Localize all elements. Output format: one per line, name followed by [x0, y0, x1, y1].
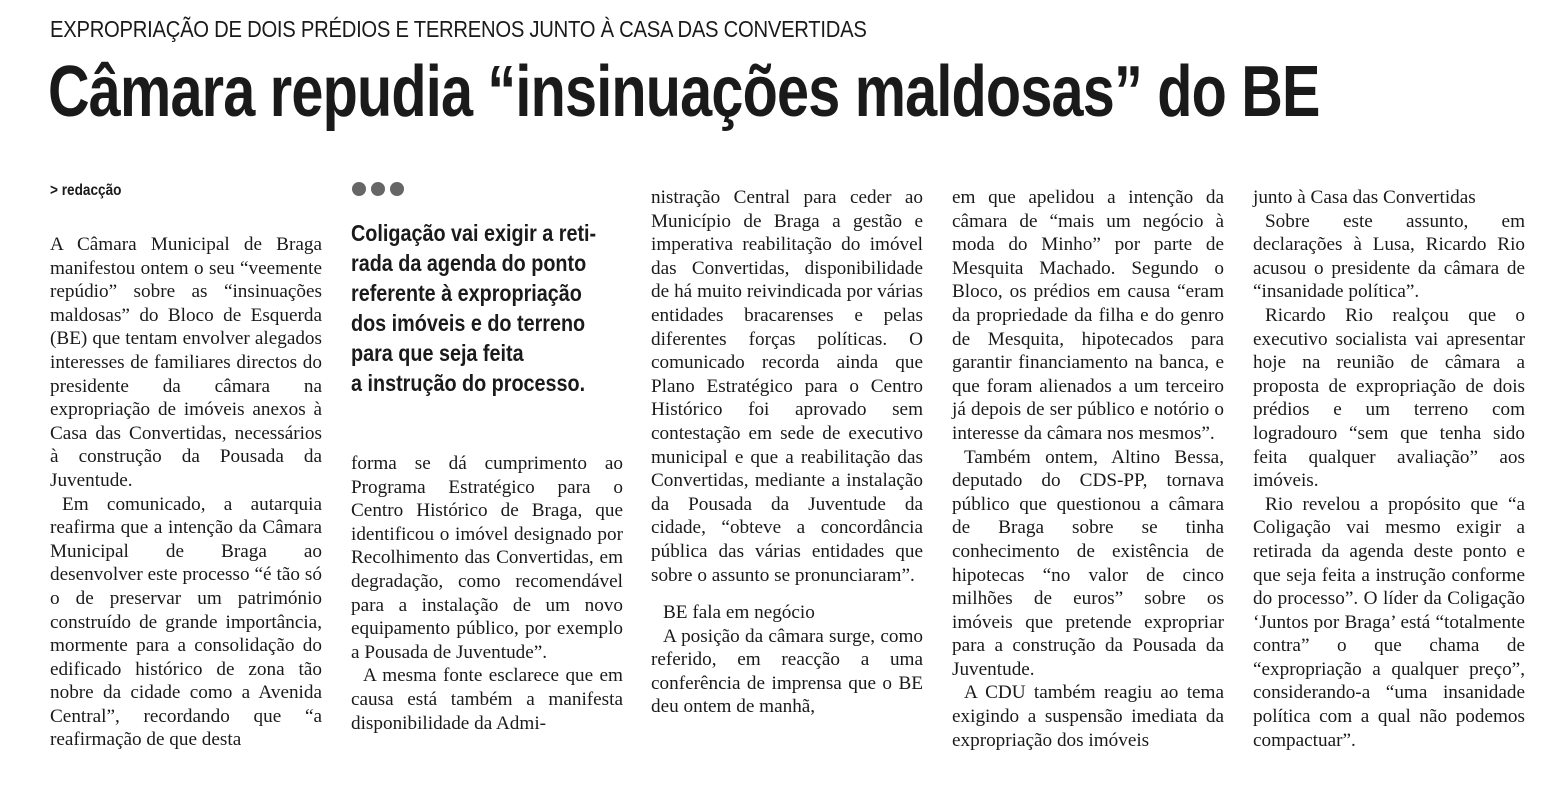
- dot-3: [390, 182, 404, 196]
- pullquote-dots-icon: [352, 182, 404, 196]
- body-paragraph: A CDU também reagiu ao tema exigindo a suspensão imediata da expropriação dos imóveis: [952, 682, 1224, 751]
- body-paragraph: em que apelidou a intenção da câmara de “mais um negócio à moda do Minho” por parte de Mesquita Machado. Segundo o Bloco, os prédios em causa “eram da propriedade da filha e do genro de Mesquita, hipotecados para garantir financiamento na banca, e que foram alienados a um terceiro já depois de ser público e notório o interesse da câmara nos mesmos”.: [952, 187, 1224, 444]
- article-byline: > redacção: [50, 182, 122, 199]
- pullquote-line: Coligação vai exigir a reti-: [351, 220, 597, 246]
- body-paragraph: Também ontem, Altino Bessa, deputado do CDS-PP, tornava público que questionou a câmara de Braga sobre se tinha conhecimento de existência de hipotecas “no valor de cinco milhões de euros” sobre os imóveis que pretende expropriar para a construção da Pousada da Juventude.: [952, 446, 1224, 680]
- body-paragraph: A posição da câmara surge, como referido, em reacção a uma conferência de imprensa que o BE deu ontem de manhã,: [651, 625, 923, 718]
- body-paragraph: Em comunicado, a autarquia reafirma que a intenção da Câmara Municipal de Braga ao desenvolver este processo “é tão só o de preservar um património construído de grande importância, mormente para a consolidação do edificado histórico de zona tão nobre da cidade como a Avenida Central”, recordando que “a reafirmação de que desta: [50, 493, 322, 751]
- body-paragraph: nistração Central para ceder ao Município de Braga a gestão e imperativa reabilitação do imóvel das Convertidas, disponibilidade de há muito reivindicada por várias entidades bracarenses e pelas diferentes forças políticas. O comunicado recorda ainda que Plano Estratégico para o Centro Histórico foi aprovado sem contestação em sede de executivo municipal e que a reabilitação das Convertidas, mediante a instalação da Pousada da Juventude da cidade, “obteve a concordância pública das várias entidades que sobre o assunto se pronunciaram”.: [651, 187, 923, 586]
- body-paragraph: A mesma fonte esclarece que em causa está também a manifesta disponibilidade da Admi-: [351, 665, 623, 734]
- body-paragraph: junto à Casa das Convertidas: [1253, 187, 1476, 208]
- text-column-4: [952, 186, 1224, 752]
- body-paragraph: Sobre este assunto, em declarações à Lusa, Ricardo Rio acusou o presidente da câmara de “insanidade política”.: [1253, 210, 1525, 303]
- dot-2: [371, 182, 385, 196]
- pullquote-line: referente à expropriação: [351, 280, 582, 306]
- body-paragraph: forma se dá cumprimento ao Programa Estratégico para o Centro Histórico de Braga, que identificou o imóvel designado por Recolhimento das Convertidas, em degradação, como recomendável para a instalação de um novo equipamento público, por exemplo a Pousada de Juventude”.: [351, 453, 623, 663]
- text-column-1: [50, 233, 322, 752]
- dot-1: [352, 182, 366, 196]
- pullquote-line: para que seja feita: [351, 340, 524, 366]
- pullquote-line: dos imóveis e do terreno: [351, 310, 586, 336]
- text-column-2: [351, 452, 623, 735]
- text-column-5: [1253, 186, 1525, 752]
- body-paragraph: Rio revelou a propósito que “a Coligação vai mesmo exigir a retirada da agenda deste ponto e que seja feita a instrução conforme do processo”. O líder da Coligação ‘Juntos por Braga’ está “totalmente contra” o que chama de “expropriação a qualquer preço”, considerando-a “uma insanidade política com a qual não podemos compactuar”.: [1253, 493, 1525, 751]
- pullquote-line: a instrução do processo.: [351, 370, 586, 396]
- body-paragraph: A Câmara Municipal de Braga manifestou ontem o seu “veemente repúdio” sobre as “insinuações maldosas” do Bloco de Esquerda (BE) que tentam envolver alegados interesses de familiares directos do presidente da câmara na expropriação de imóveis anexos à Casa das Convertidas, necessários à construção da Pousada da Juventude.: [50, 234, 322, 491]
- article-headline: Câmara repudia “insinuações maldosas” do BE: [48, 52, 1320, 132]
- article-kicker: EXPROPRIAÇÃO DE DOIS PRÉDIOS E TERRENOS JUNTO À CASA DAS CONVERTIDAS: [50, 16, 867, 42]
- pullquote-line: rada da agenda do ponto: [351, 250, 587, 276]
- body-paragraph: Ricardo Rio realçou que o executivo socialista vai apresentar hoje na reunião de câmara a proposta de expropriação de dois prédios e um terreno com logradouro “sem que tenha sido feita qualquer avaliação” aos imóveis.: [1253, 304, 1525, 492]
- section-subheading: BE fala em negócio: [663, 602, 815, 624]
- text-column-3: [651, 186, 923, 719]
- pullquote: [351, 218, 609, 398]
